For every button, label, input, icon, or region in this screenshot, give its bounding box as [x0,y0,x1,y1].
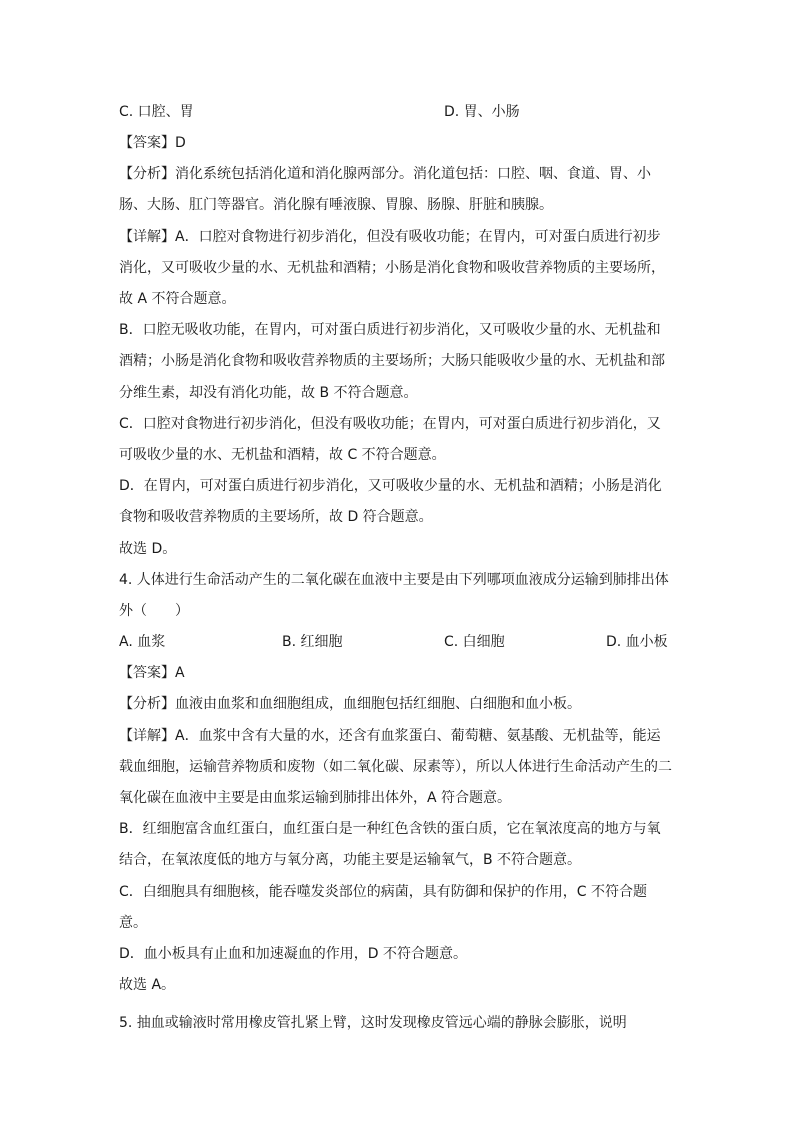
q3-option-c: C. 口腔、胃 [119,104,194,120]
q4-stem-line: 外（ ） [119,603,189,619]
q4-option-c: C. 白细胞 [444,634,505,650]
q4-option-d: D. 血小板 [606,634,668,650]
q3-detail-line: 【详解】A．口腔对食物进行初步消化，但没有吸收功能；在胃内，可对蛋白质进行初步 [119,229,661,245]
q4-option-a: A. 血浆 [119,634,166,650]
q4-detail-line: 载血细胞，运输营养物质和废物（如二氧化碳、尿素等），所以人体进行生命活动产生的二 [119,759,672,775]
q3-detail-line: D．在胃内，可对蛋白质进行初步消化，又可吸收少量的水、无机盐和酒精；小肠是消化 [119,478,662,494]
q3-analysis-line: 肠、大肠、肛门等器官。消化腺有唾液腺、胃腺、肠腺、肝脏和胰腺。 [119,197,553,213]
q3-detail-line: C．口腔对食物进行初步消化，但没有吸收功能；在胃内，可对蛋白质进行初步消化，又 [119,416,661,432]
q3-detail-line: 酒精；小肠是消化食物和吸收营养物质的主要场所；大肠只能吸收少量的水、无机盐和部 [119,353,665,369]
q3-analysis-line: 【分析】消化系统包括消化道和消化腺两部分。消化道包括：口腔、咽、食道、胃、小 [119,166,651,182]
q3-detail-line: 分维生素，却没有消化功能，故 B 不符合题意。 [119,385,418,401]
q4-detail-line: 结合，在氧浓度低的地方与氧分离，功能主要是运输氧气，B 不符合题意。 [119,852,582,868]
q4-option-b: B. 红细胞 [282,634,343,650]
q3-detail-line: 食物和吸收营养物质的主要场所，故 D 符合题意。 [119,509,433,525]
q4-detail-line: 意。 [119,915,147,931]
q3-detail-line: 可吸收少量的水、无机盐和酒精，故 C 不符合题意。 [119,447,446,463]
q4-detail-line: 【详解】A．血浆中含有大量的水，还含有血浆蛋白、葡萄糖、氨基酸、无机盐等，能运 [119,728,661,744]
q4-detail-line: B．红细胞富含血红蛋白，血红蛋白是一种红色含铁的蛋白质，它在氧浓度高的地方与氧 [119,821,661,837]
q4-analysis: 【分析】血液由血浆和血细胞组成，血细胞包括红细胞、白细胞和血小板。 [119,696,581,712]
q3-answer: 【答案】D [119,135,186,151]
q4-detail-line: D．血小板具有止血和加速凝血的作用，D 不符合题意。 [119,946,468,962]
q3-choice: 故选 D。 [119,541,177,557]
q4-detail-line: C．白细胞具有细胞核，能吞噬发炎部位的病菌，具有防御和保护的作用，C 不符合题 [119,884,647,900]
q3-detail-line: B．口腔无吸收功能，在胃内，可对蛋白质进行初步消化，又可吸收少量的水、无机盐和 [119,322,661,338]
q4-answer: 【答案】A [119,665,185,681]
q4-choice: 故选 A。 [119,977,176,993]
q4-stem-line: 4. 人体进行生命活动产生的二氧化碳在血液中主要是由下列哪项血液成分运输到肺排出体 [119,572,669,588]
q3-option-d: D. 胃、小肠 [444,104,520,120]
q3-detail-line: 消化，又可吸收少量的水、无机盐和酒精；小肠是消化食物和吸收营养物质的主要场所， [119,260,665,276]
q4-detail-line: 氧化碳在血液中主要是由血浆运输到肺排出体外，A 符合题意。 [119,790,512,806]
q5-stem: 5. 抽血或输液时常用橡皮管扎紧上臂，这时发现橡皮管远心端的静脉会膨胀，说明 [119,1015,627,1031]
q3-detail-line: 故 A 不符合题意。 [119,291,236,307]
